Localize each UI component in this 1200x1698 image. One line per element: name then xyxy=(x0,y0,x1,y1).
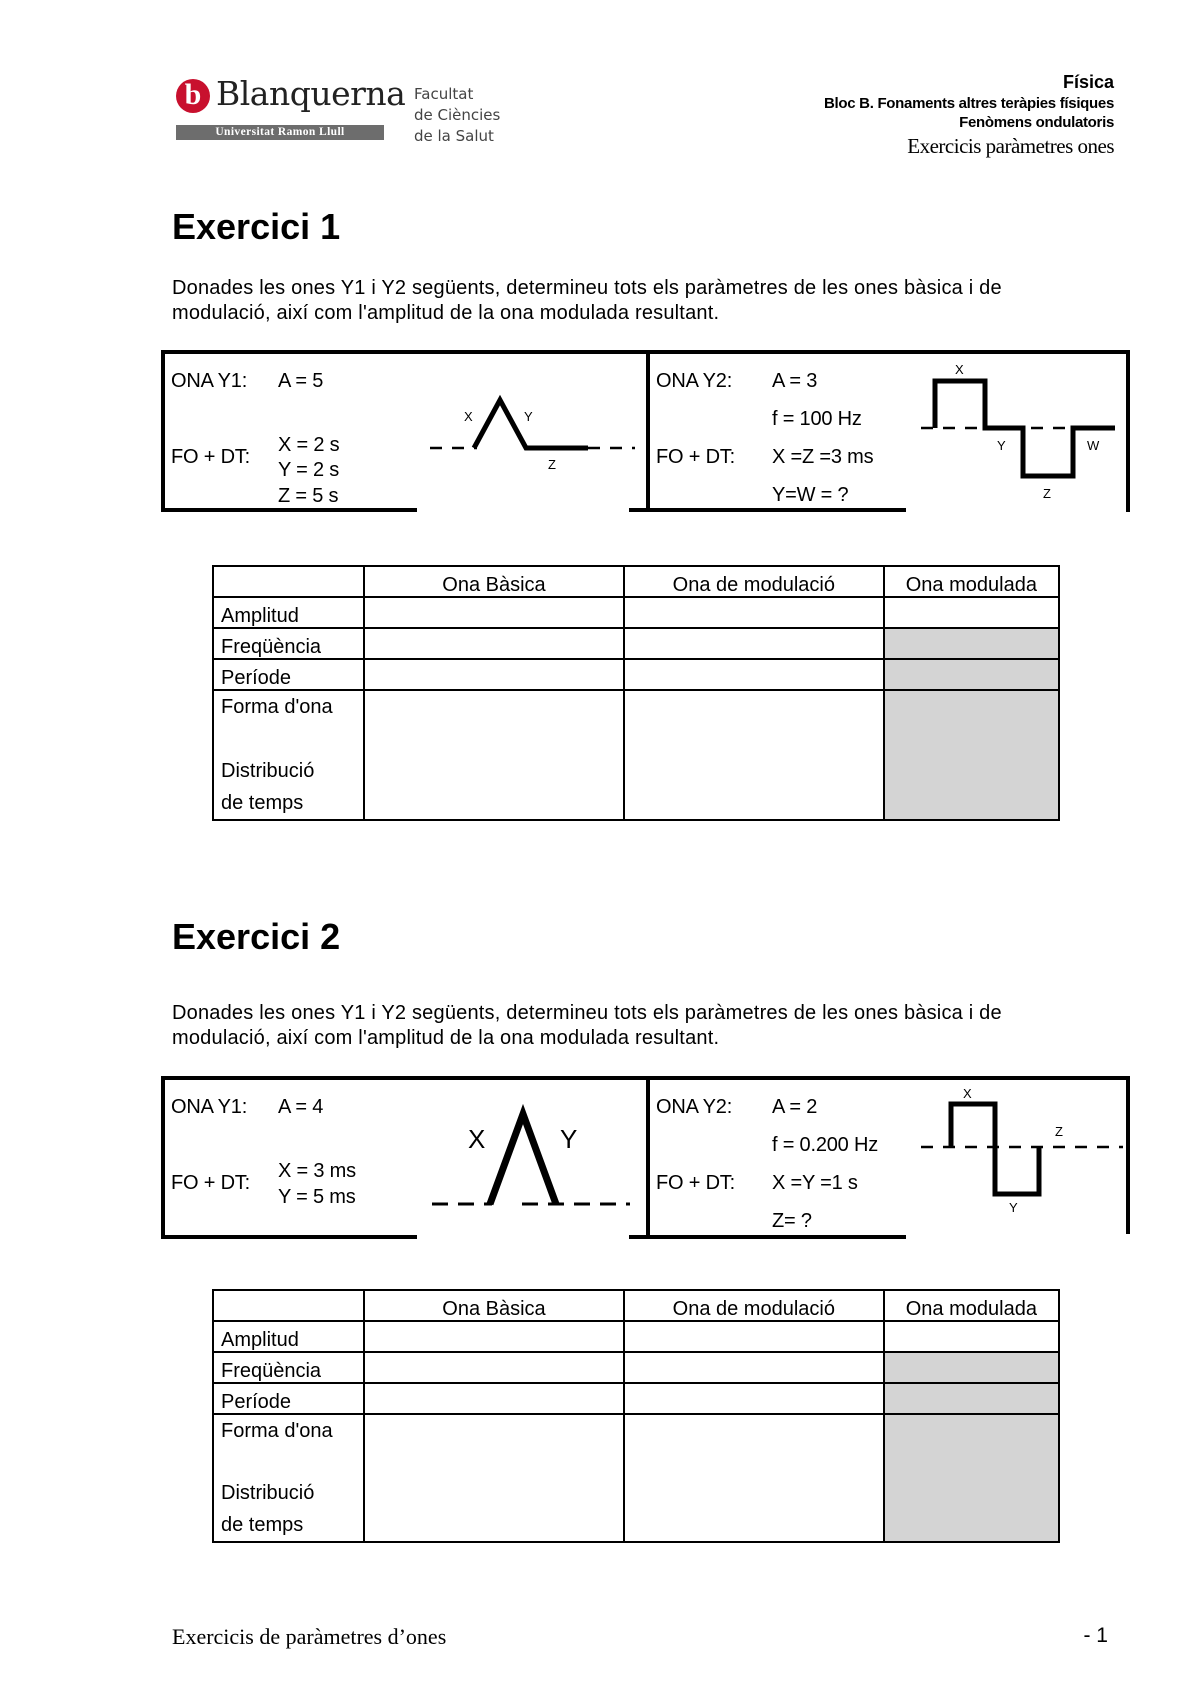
wave-label-z: Z xyxy=(548,457,556,472)
wave-label-x: X xyxy=(468,1124,486,1154)
table-row xyxy=(213,1383,1059,1414)
y1-name: ONA Y1: xyxy=(171,1096,248,1118)
wave-label-y: Y xyxy=(1009,1200,1018,1215)
wave-label-z: Z xyxy=(1043,486,1051,501)
y1-param-x: X = 2 s xyxy=(278,434,340,456)
table-row xyxy=(213,1414,1059,1542)
header-ona-basica: Ona Bàsica xyxy=(364,1290,624,1321)
answer-cell[interactable] xyxy=(624,1383,884,1414)
table-corner-cell xyxy=(213,566,364,597)
page-number: - 1 xyxy=(1083,1624,1108,1647)
block-title: Bloc B. Fonaments altres teràpies físiques xyxy=(824,95,1114,112)
y1-param-z: Z = 5 s xyxy=(278,485,339,507)
shaded-cell xyxy=(884,659,1059,690)
answer-cell[interactable] xyxy=(624,628,884,659)
answer-cell[interactable] xyxy=(364,1414,624,1542)
answer-cell[interactable] xyxy=(624,1352,884,1383)
faculty-line: Facultat xyxy=(414,85,474,103)
blanquerna-logo-mark: b xyxy=(176,79,210,113)
shaded-cell xyxy=(884,628,1059,659)
y1-amplitude: A = 4 xyxy=(278,1096,324,1118)
shaded-cell xyxy=(884,1352,1059,1383)
table-row xyxy=(213,690,1059,820)
y2-fo-dt: FO + DT: xyxy=(656,1172,735,1194)
y2-frequency: f = 0.200 Hz xyxy=(772,1134,878,1156)
faculty-name xyxy=(414,84,500,147)
y2-param-z: Z= ? xyxy=(772,1210,812,1232)
y2-square-waveform xyxy=(915,1084,1125,1224)
table-row xyxy=(213,659,1059,690)
table-header-row xyxy=(213,1290,1059,1321)
y2-amplitude: A = 2 xyxy=(772,1096,818,1118)
document-title: Exercicis paràmetres ones xyxy=(907,134,1114,158)
answer-cell[interactable] xyxy=(364,1321,624,1352)
blanquerna-logo-name: Blanquerna xyxy=(216,74,406,113)
y1-triangle-waveform xyxy=(420,1100,640,1220)
wave-label-z: Z xyxy=(1055,1124,1063,1139)
y1-param-x: X = 3 ms xyxy=(278,1160,356,1182)
label-distribucio: Distribució xyxy=(221,1482,315,1504)
exercise-2-intro: Donades les ones Y1 i Y2 següents, determineu tots els paràmetres de les ones bàsica i de modulació, així com l'amplitud de la ona modulada resultant. xyxy=(172,1002,1002,1049)
label-forma-ona: Forma d'ona xyxy=(221,1420,333,1442)
wave-label-x: X xyxy=(963,1086,972,1101)
y2-fo-dt: FO + DT: xyxy=(656,446,735,468)
table-row xyxy=(213,597,1059,628)
row-label-periode: Període xyxy=(213,1383,364,1414)
answer-cell[interactable] xyxy=(624,1321,884,1352)
table-corner-cell xyxy=(213,1290,364,1321)
row-label-amplitud: Amplitud xyxy=(213,597,364,628)
exercise-2-answer-table xyxy=(212,1289,1060,1543)
table-row xyxy=(213,1321,1059,1352)
answer-cell[interactable] xyxy=(364,597,624,628)
header-ona-modulada: Ona modulada xyxy=(884,566,1059,597)
row-label-amplitud: Amplitud xyxy=(213,1321,364,1352)
header-ona-basica: Ona Bàsica xyxy=(364,566,624,597)
shaded-cell xyxy=(884,1414,1059,1542)
label-de-temps: de temps xyxy=(221,1514,304,1536)
faculty-line: de Ciències xyxy=(414,106,501,124)
y2-name: ONA Y2: xyxy=(656,1096,733,1118)
wave-label-y: Y xyxy=(997,438,1006,453)
y1-param-y: Y = 5 ms xyxy=(278,1186,356,1208)
y2-param-xy: X =Y =1 s xyxy=(772,1172,858,1194)
answer-cell[interactable] xyxy=(364,659,624,690)
y1-param-y: Y = 2 s xyxy=(278,459,340,481)
subject-title: Física xyxy=(1062,72,1114,92)
answer-cell[interactable] xyxy=(884,1321,1059,1352)
answer-cell[interactable] xyxy=(364,628,624,659)
faculty-line: de la Salut xyxy=(414,127,494,145)
answer-cell[interactable] xyxy=(624,659,884,690)
wave-label-y: Y xyxy=(524,409,533,424)
y2-frequency: f = 100 Hz xyxy=(772,408,862,430)
row-label-frequencia: Freqüència xyxy=(213,1352,364,1383)
table-row xyxy=(213,1352,1059,1383)
answer-cell[interactable] xyxy=(624,690,884,820)
y1-fo-dt: FO + DT: xyxy=(171,446,250,468)
answer-cell[interactable] xyxy=(624,597,884,628)
wave-label-x: X xyxy=(464,409,473,424)
header-ona-modulacio: Ona de modulació xyxy=(624,566,884,597)
footer-title: Exercicis de paràmetres d’ones xyxy=(172,1624,447,1649)
answer-cell[interactable] xyxy=(624,1414,884,1542)
answer-cell[interactable] xyxy=(364,690,624,820)
y1-triangle-waveform xyxy=(420,385,640,485)
y1-fo-dt: FO + DT: xyxy=(171,1172,250,1194)
university-banner: Universitat Ramon Llull xyxy=(176,125,384,140)
row-label-periode: Període xyxy=(213,659,364,690)
y2-square-waveform xyxy=(915,358,1125,508)
shaded-cell xyxy=(884,1383,1059,1414)
y2-name: ONA Y2: xyxy=(656,370,733,392)
row-label-forma-distribucio xyxy=(213,1414,364,1542)
exercise-2-title: Exercici 2 xyxy=(172,916,341,957)
label-forma-ona: Forma d'ona xyxy=(221,696,333,718)
wave-label-y: Y xyxy=(560,1124,578,1154)
answer-cell[interactable] xyxy=(884,597,1059,628)
row-label-frequencia: Freqüència xyxy=(213,628,364,659)
topic-title: Fenòmens ondulatoris xyxy=(959,114,1114,131)
label-de-temps: de temps xyxy=(221,792,304,814)
table-header-row xyxy=(213,566,1059,597)
label-distribucio: Distribució xyxy=(221,760,315,782)
wave-label-x: X xyxy=(955,362,964,377)
exercise-1-title: Exercici 1 xyxy=(172,206,341,247)
wave-label-w: W xyxy=(1087,438,1100,453)
header-ona-modulacio: Ona de modulació xyxy=(624,1290,884,1321)
table-row xyxy=(213,628,1059,659)
y1-name: ONA Y1: xyxy=(171,370,248,392)
exercise-1-answer-table xyxy=(212,565,1060,821)
answer-cell[interactable] xyxy=(364,1352,624,1383)
shaded-cell xyxy=(884,690,1059,820)
header-ona-modulada: Ona modulada xyxy=(884,1290,1059,1321)
exercise-1-intro: Donades les ones Y1 i Y2 següents, determineu tots els paràmetres de les ones bàsica i de modulació, així com l'amplitud de la ona modulada resultant. xyxy=(172,277,1002,324)
y2-param-yw: Y=W = ? xyxy=(772,484,849,506)
row-label-forma-distribucio xyxy=(213,690,364,820)
y2-param-xz: X =Z =3 ms xyxy=(772,446,874,468)
y2-amplitude: A = 3 xyxy=(772,370,818,392)
answer-cell[interactable] xyxy=(364,1383,624,1414)
y1-amplitude: A = 5 xyxy=(278,370,324,392)
